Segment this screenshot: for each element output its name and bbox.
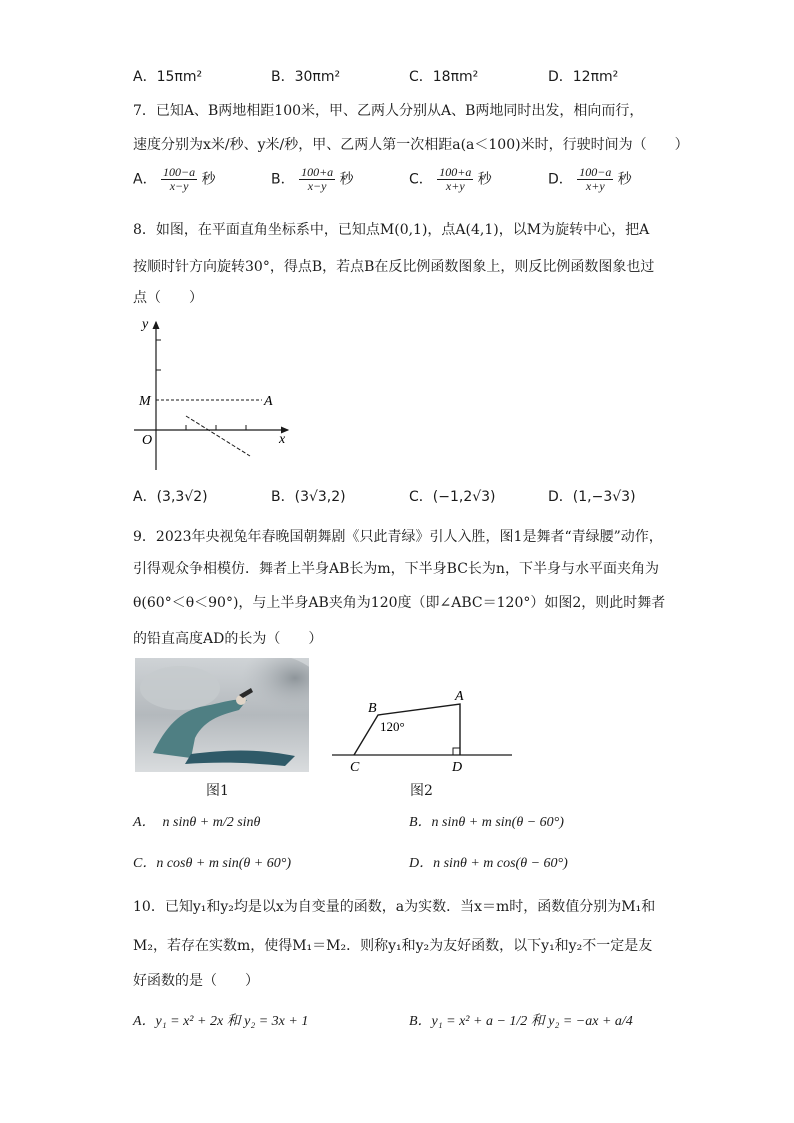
q8-option-b[interactable]: B．(3√3,2) [271,489,346,505]
dancer-photo [135,658,309,772]
q7-option-c[interactable]: C． $\frac{100+a}{x+y}$ 秒 [409,165,492,193]
q9-option-c[interactable]: C．n cosθ + m sin(θ + 60°) [133,856,292,871]
q8-stem-line3: 点（ ） [133,290,203,306]
q8-stem-line2: 按顺时针方向旋转30°，得点B，若点B在反比例函数图象上，则反比例函数图象也过 [133,259,655,275]
q7-option-b[interactable]: B． $\frac{100+a}{x-y}$ 秒 [271,165,354,193]
q9-option-b[interactable]: B．n sinθ + m sin(θ − 60°) [409,815,564,830]
x-axis-label: x [279,432,286,447]
q10-stem-line1: 10．已知y₁和y₂均是以x为自变量的函数，a为实数．当x＝m时，函数值分别为M₁和 [133,899,656,915]
q6-option-d[interactable]: D．12πm² [548,69,619,85]
q7-option-d[interactable]: D． $\frac{100-a}{x+y}$ 秒 [548,165,632,193]
q10-option-a[interactable]: A．y₁ = x² + 2x 和 y₂ = 3x + 1 [133,1014,309,1029]
q7-stem-line2: 速度分别为x米/秒、y米/秒，甲、乙两人第一次相距a(a＜100)米时，行驶时间为（ ） [133,137,689,153]
q7-option-a[interactable]: A． $\frac{100-a}{x-y}$ 秒 [133,165,216,193]
q9-stem-line4: 的铅直高度AD的长为（ ） [133,631,323,647]
q6-option-b[interactable]: B．30πm² [271,69,341,85]
q8-option-c[interactable]: C．(−1,2√3) [409,489,496,505]
fig1-caption: 图1 [206,783,229,799]
q10-stem-line2: M₂，若存在实数m，使得M₁＝M₂．则称y₁和y₂为友好函数，以下y₁和y₂不一定是友 [133,938,653,954]
q9-option-a[interactable]: A． n sinθ + m/2 sinθ [133,815,261,830]
q8-option-d[interactable]: D．(1,−3√3) [548,489,636,505]
angle-label: 120° [380,719,405,734]
right-angle-mark [453,748,460,755]
y-axis-label: y [142,317,149,332]
point-d-label: D [452,760,463,775]
q7-stem-line1: 7．已知A、B两地相距100米，甲、乙两人分别从A、B两地同时出发，相向而行， [133,103,644,119]
q8-option-a[interactable]: A．(3,3√2) [133,489,208,505]
point-c-label: C [350,760,360,775]
q10-stem-line3: 好函数的是（ ） [133,973,259,989]
q9-option-d[interactable]: D．n sinθ + m cos(θ − 60°) [409,856,568,871]
q6-option-a[interactable]: A．15πm² [133,69,203,85]
q9-stem-line3: θ(60°＜θ＜90°)，与上半身AB夹角为120度（即∠ABC＝120°）如图2，则此时舞者 [133,595,666,611]
point-m-label: M [139,394,151,409]
fig2-caption: 图2 [410,783,433,799]
rotated-line [186,416,250,456]
q10-option-b[interactable]: B．y₁ = x² + a − 1/2 和 y₂ = −ax + a/4 [409,1014,633,1029]
point-a-label: A [264,394,273,409]
q9-stem-line2: 引得观众争相模仿．舞者上半身AB长为m，下半身BC长为n，下半身与水平面夹角为 [133,561,659,577]
point-b-label: B [368,701,377,716]
q8-coordinate-figure [128,312,298,472]
q9-stem-line1: 9．2023年央视兔年春晚国朝舞剧《只此青绿》引人入胜，图1是舞者“青绿腰”动作， [133,529,663,545]
point-a-label: A [455,689,464,704]
origin-label: O [142,433,153,448]
q9-geometry-figure [328,683,514,775]
q8-stem-line1: 8．如图，在平面直角坐标系中，已知点M(0,1)，点A(4,1)，以M为旋转中心，把A [133,222,650,238]
q6-option-c[interactable]: C．18πm² [409,69,479,85]
